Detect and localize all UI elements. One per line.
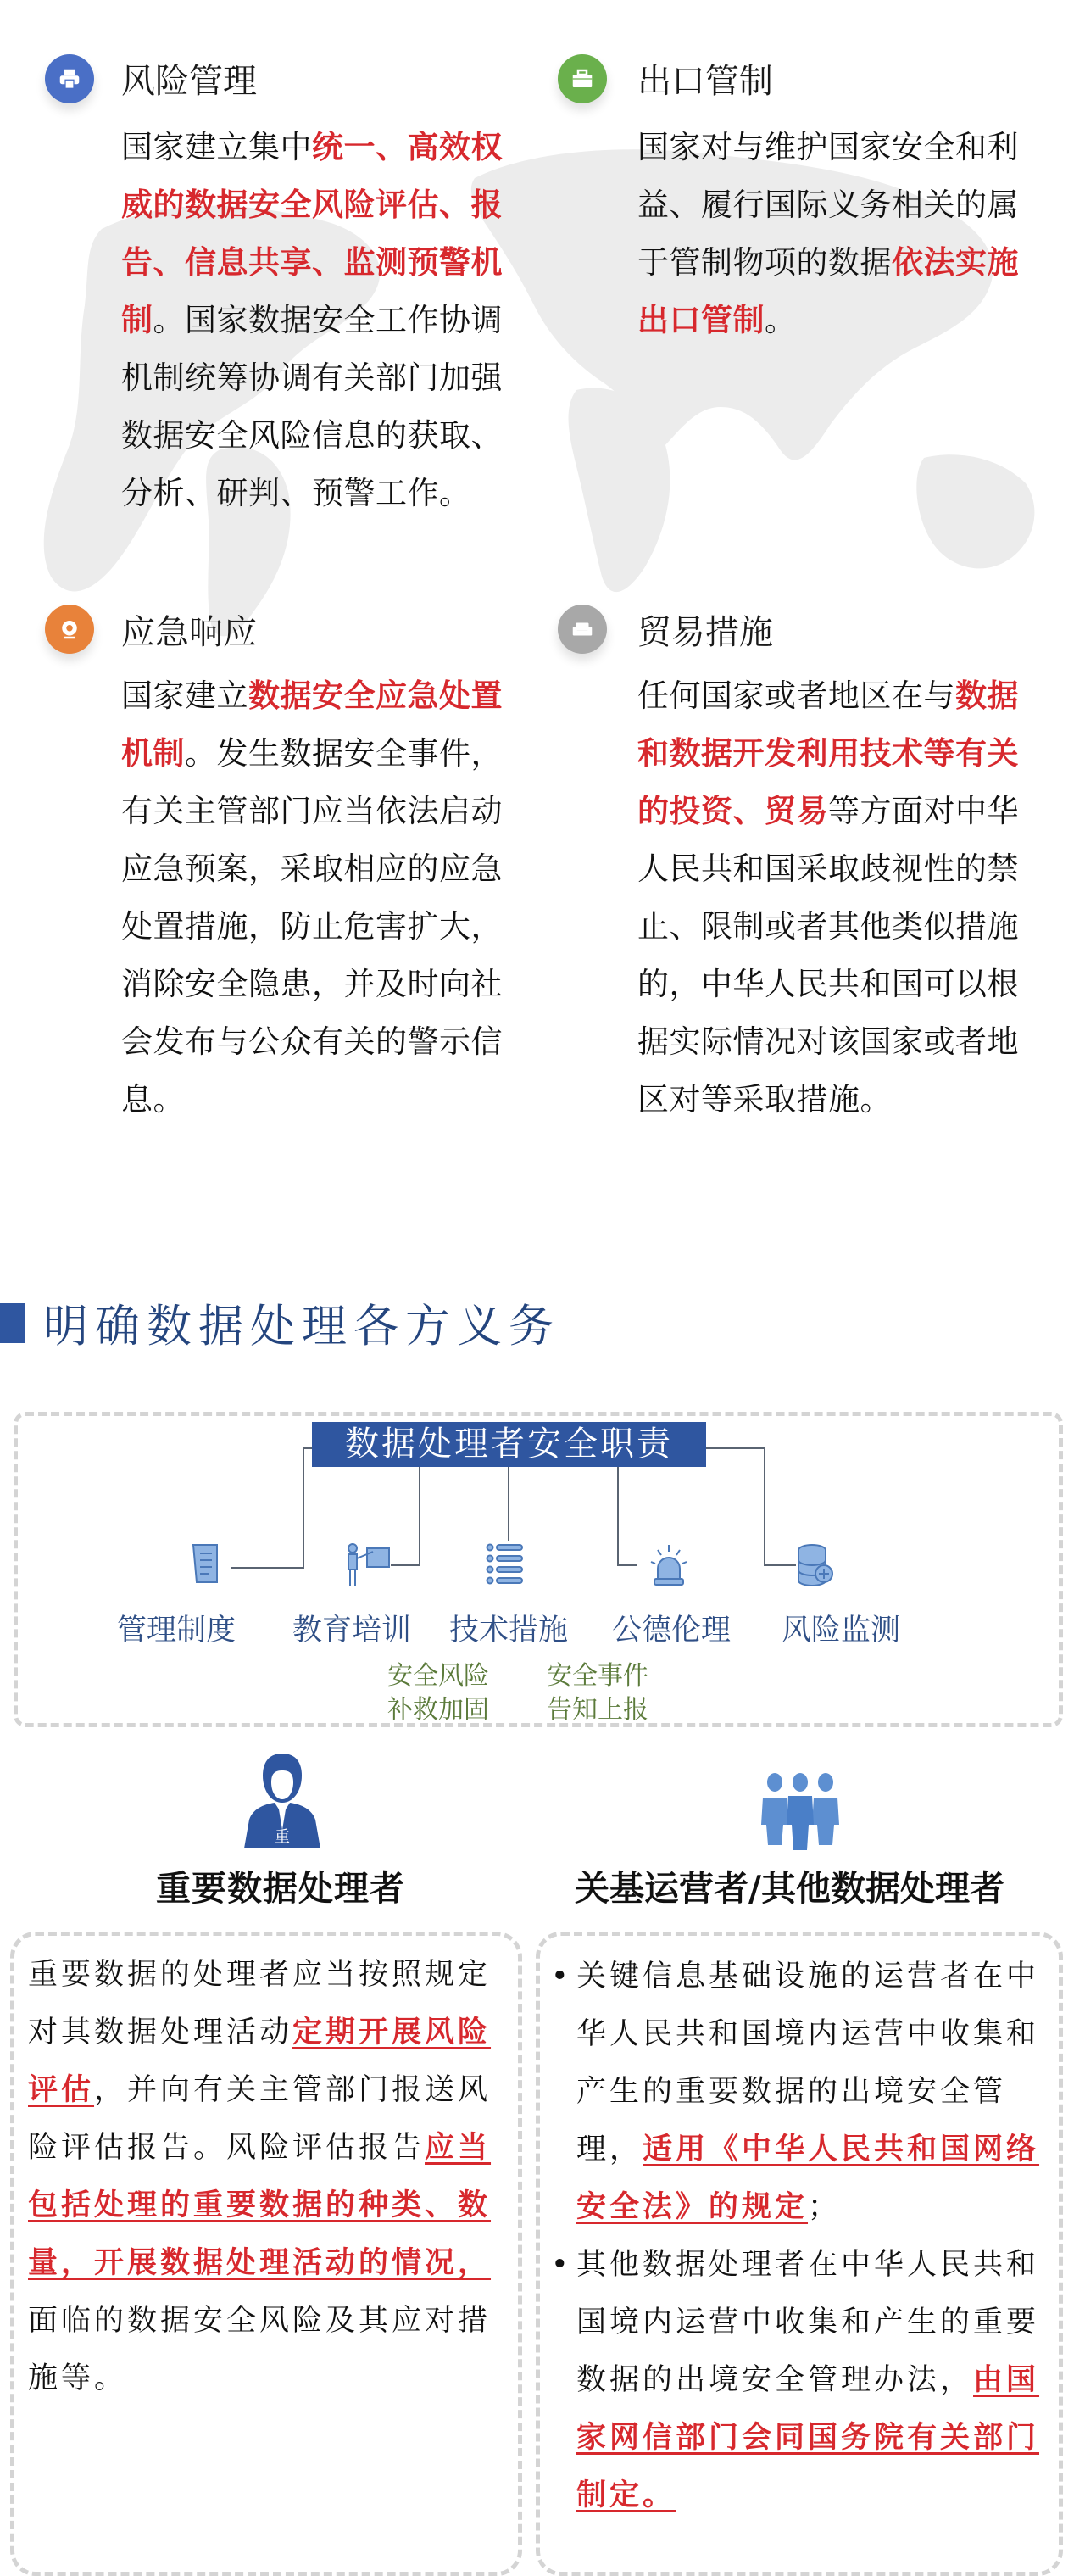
sub-label-risk-remediation (387, 1659, 489, 1727)
body-text: 关键信息基础设施的运营者在中华人民共和国境内运营中收集和产生的重要数据的出境安全管理， (576, 1960, 1040, 2166)
body-text: 任何国家或者地区在与 (637, 677, 955, 714)
section-heading (0, 1297, 560, 1352)
body-text: 面临的数据安全风险及其应对措施等。 (28, 2304, 492, 2395)
sub-label-incident-reporting (547, 1659, 648, 1727)
highlight-text: 数据安全应急处置机制 (121, 677, 503, 772)
person-icon (241, 1752, 324, 1848)
body-text: 。 (765, 302, 797, 338)
connector-line (391, 1467, 420, 1565)
siren-icon (651, 1545, 687, 1585)
highlight-text: 依法实施出口管制 (637, 244, 1019, 338)
body-text: 国家对与维护国家安全和利益、履行国际义务相关的属于管制物项的数据 (637, 129, 1019, 281)
body-text: ； (808, 2190, 842, 2224)
section-marker (0, 1303, 25, 1343)
sub-label-line: 安全风险 (387, 1661, 489, 1691)
cii-operator-title: 关基运营者/其他数据处理者 (575, 1868, 1004, 1909)
connector-line (231, 1448, 312, 1568)
body-text: 。发生数据安全事件，有关主管部门应当依法启动应急预案，采取相应的应急处置措施，防止危害扩大，消除安全隐患，并及时向社会发布与公众有关的警示信息。 (121, 735, 503, 1118)
webcam-icon (57, 616, 82, 642)
emergency-response-icon-badge (45, 605, 94, 654)
diagram-item-ethics: 公德伦理 (611, 1614, 732, 1648)
sub-label-line: 补救加固 (387, 1695, 489, 1725)
diagram-connectors (0, 1357, 1085, 1611)
body-text: ，并向有关主管部门报送风险评估报告。风险评估报告 (28, 2073, 492, 2165)
sofa-icon (570, 616, 595, 642)
connector-line (618, 1467, 637, 1565)
risk-management-icon-badge (45, 54, 94, 103)
list-item (551, 2236, 1058, 2524)
section-title: 明确数据处理各方义务 (43, 1301, 560, 1352)
printer-icon (57, 66, 82, 92)
important-data-processor-title: 重要数据处理者 (156, 1868, 405, 1909)
cii-operator-text (551, 1948, 1058, 2524)
card-body-emergency-response (121, 667, 520, 1129)
connector-line (706, 1448, 796, 1565)
card-title-export-control: 出口管制 (637, 62, 773, 101)
briefcase-icon (570, 66, 595, 92)
body-text: 其他数据处理者在中华人民共和国境内运营中收集和产生的重要数据的出境安全管理办法， (576, 2248, 1040, 2397)
bullet-icon: • (551, 2248, 572, 2282)
card-title-trade-measures: 贸易措施 (637, 613, 773, 652)
diagram-item-technical-measures: 技术措施 (448, 1614, 569, 1648)
list-item (551, 1948, 1058, 2236)
trade-measures-icon-badge (558, 605, 607, 654)
diagram-root: 数据处理者安全职责 (312, 1422, 706, 1467)
body-text: 重要数据的处理者应当按照规定对其数据处理活动 (28, 1958, 492, 2049)
highlight-text: 应当包括处理的重要数据的种类、数量，开展数据处理活动的情况， (28, 2131, 492, 2280)
scroll-icon (193, 1545, 217, 1582)
highlight-text: 统一、高效权威的数据安全风险评估、报告、信息共享、监测预警机制 (121, 129, 503, 338)
group-icon (756, 1772, 844, 1852)
teacher-icon (348, 1544, 389, 1586)
card-title-risk-management: 风险管理 (121, 62, 257, 101)
list-icon (487, 1545, 523, 1584)
person-badge: 重 (275, 1828, 290, 1846)
highlight-text: 数据和数据开发利用技术等有关的投资、贸易 (637, 677, 1019, 829)
sub-label-line: 告知上报 (547, 1695, 648, 1725)
body-text: 。国家数据安全工作协调机制统筹协调有关部门加强数据安全风险信息的获取、分析、研判、预警工作。 (121, 302, 503, 511)
body-text: 国家建立 (121, 677, 248, 714)
sub-label-line: 安全事件 (547, 1661, 648, 1691)
database-icon (798, 1545, 832, 1586)
diagram-item-education-training: 教育培训 (292, 1614, 412, 1648)
export-control-icon-badge (558, 54, 607, 103)
highlight-text: 定期开展风险评估 (28, 2016, 492, 2107)
bullet-icon: • (551, 1960, 572, 1993)
highlight-text: 由国家网信部门会同国务院有关部门制定。 (576, 2363, 1040, 2512)
card-body-trade-measures (637, 667, 1036, 1129)
card-body-export-control (637, 119, 1036, 349)
cii-bullet-list (551, 1948, 1058, 2524)
diagram-item-risk-monitoring: 风险监测 (781, 1614, 901, 1648)
diagram-item-management-system: 管理制度 (116, 1614, 236, 1648)
card-title-emergency-response: 应急响应 (121, 613, 257, 652)
body-text: 国家建立集中 (121, 129, 312, 165)
highlight-text: 适用《中华人民共和国网络安全法》的规定 (576, 2133, 1040, 2224)
body-text: 等方面对中华人民共和国采取歧视性的禁止、限制或者其他类似措施的，中华人民共和国可以根据实际情况对该国家或者地区对等采取措施。 (637, 793, 1019, 1118)
card-body-risk-management (121, 119, 520, 522)
important-data-processor-text (28, 1946, 503, 2407)
